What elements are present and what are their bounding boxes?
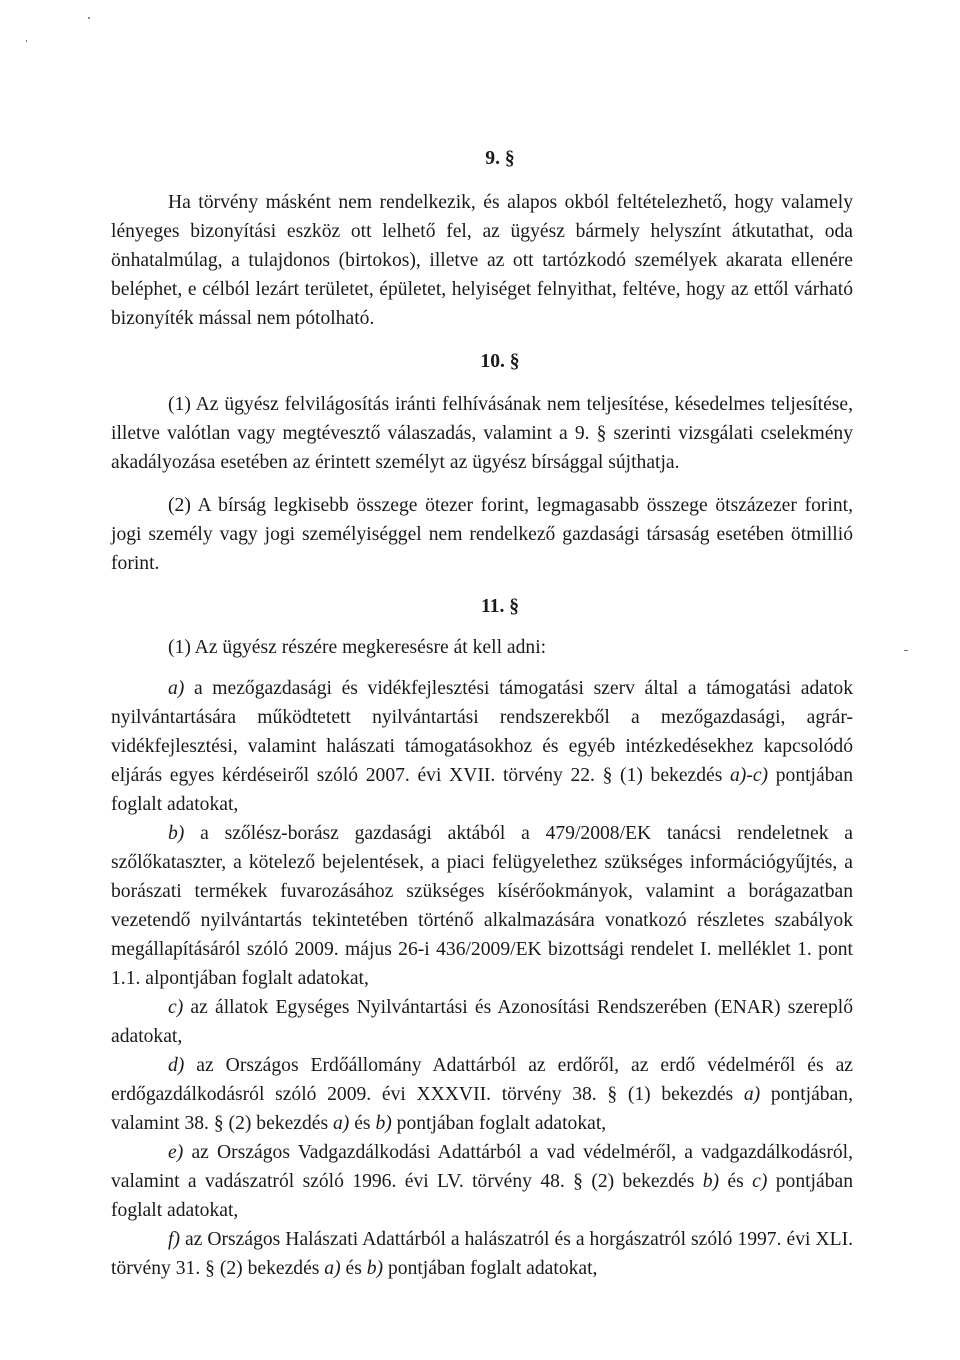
item-reference: c) bbox=[752, 1171, 768, 1192]
document-body bbox=[111, 144, 853, 1283]
item-text: pontjában foglalt adatokat, bbox=[391, 1113, 607, 1134]
item-text: pontjában foglalt adatokat, bbox=[111, 1171, 853, 1221]
item-text: pontjában, valamint 38. § (2) bekezdés bbox=[111, 1084, 853, 1134]
section-11-intro: (1) Az ügyész részére megkeresésre át kell adni: bbox=[168, 637, 547, 658]
section-10-paragraph-2: (2) A bírság legkisebb összege ötezer forint, legmagasabb összege ötszázezer forint, jogi személy vagy jogi személyiséggel nem rendelkező gazdasági társaság esetében ötmillió forint. bbox=[111, 495, 853, 574]
scan-speck bbox=[26, 40, 27, 42]
item-label: d) bbox=[168, 1055, 185, 1076]
item-label: a) bbox=[168, 678, 185, 699]
item-reference: b) bbox=[366, 1258, 384, 1279]
list-item-d bbox=[111, 1051, 853, 1138]
item-reference: a) bbox=[324, 1258, 341, 1279]
section-9-paragraph: Ha törvény másként nem rendelkezik, és alapos okból feltételezhető, hogy valamely lényeges bizonyítási eszköz ott lelhető fel, az ügyész bármely helyszínt átkutathat, oda önhatalmúlag, a tulajdonos (birtokos), illetve az ott tartózkodó személyek akarata ellenére beléphet, e célból lezárt területet, épületet, helyiséget felnyithat, feltéve, hogy az ettől várható bizonyíték mással nem pótolható. bbox=[111, 192, 853, 329]
list-item-f bbox=[111, 1225, 853, 1283]
list-item-a bbox=[111, 674, 853, 819]
list-item-b bbox=[111, 819, 853, 993]
item-label: b) bbox=[168, 823, 185, 844]
item-label: c) bbox=[168, 997, 184, 1018]
section-10-heading: 10. § bbox=[480, 351, 520, 372]
item-text: és bbox=[349, 1113, 376, 1134]
item-text: és bbox=[719, 1171, 753, 1192]
item-text: az állatok Egységes Nyilvántartási és Azonosítási Rendszerében (ENAR) szereplő adatokat, bbox=[111, 997, 853, 1047]
item-reference: a)-c) bbox=[730, 765, 769, 786]
section-9-heading: 9. § bbox=[485, 148, 515, 169]
item-text: és bbox=[340, 1258, 367, 1279]
item-text: az Országos Halászati Adattárból a halászatról és a horgászatról szóló 1997. évi XLI. törvény 31. § (2) bekezdés bbox=[111, 1229, 853, 1279]
item-text: az Országos Vadgazdálkodási Adattárból a vad védelméről, a vadgazdálkodásról, valamint a vadászatról szóló 1996. évi LV. törvény 48. § (2) bekezdés bbox=[111, 1142, 853, 1192]
scan-speck bbox=[88, 17, 90, 19]
item-reference: b) bbox=[702, 1171, 720, 1192]
item-reference: b) bbox=[375, 1113, 392, 1134]
list-item-e bbox=[111, 1138, 853, 1225]
list-item-c bbox=[111, 993, 853, 1051]
item-text: az Országos Erdőállomány Adattárból az erdőről, az erdő védelméről és az erdőgazdálkodásról szóló 2009. évi XXXVII. törvény 38. § (1) bekezdés bbox=[111, 1055, 853, 1105]
item-text: a mezőgazdasági és vidékfejlesztési támogatási szerv által a támogatási adatok nyilvántartására működtetett nyilvántartási rendszerekből a mezőgazdasági, agrár-vidékfejlesztési, valamint halászati támogatásokhoz és egyéb intézkedésekhez kapcsolódó eljárás egyes kérdéseiről szóló 2007. évi XVII. törvény 22. § (1) bekezdés bbox=[111, 678, 853, 786]
item-text: a szőlész-borász gazdasági aktából a 479/2008/EK tanácsi rendeletnek a szőlőkataszter, a kötelező bejelentések, a piaci felügyelethez szükséges információgyűjtés, a borászati termékek fuvarozásához szükséges kísérőokmányok, valamint a borágazatban vezetendő nyilvántartás tekintetében történő alkalmazására vonatkozó részletes szabályok megállapításáról szóló 2009. május 26-i 436/2009/EK bizottsági rendelet I. melléklet 1. pont 1.1. alpontjában foglalt adatokat, bbox=[111, 823, 853, 989]
section-10-paragraph-1: (1) Az ügyész felvilágosítás iránti felhívásának nem teljesítése, késedelmes teljesítése, illetve valótlan vagy megtévesztő válaszadás, valamint a 9. § szerinti vizsgálati cselekmény akadályozása esetében az érintett személyt az ügyész bírsággal sújthatja. bbox=[111, 394, 853, 473]
section-11-heading: 11. § bbox=[480, 596, 520, 617]
item-text: pontjában foglalt adatokat, bbox=[111, 765, 853, 815]
scan-speck bbox=[904, 650, 908, 651]
item-reference: a) bbox=[333, 1113, 350, 1134]
item-reference: a) bbox=[743, 1084, 761, 1105]
item-label: e) bbox=[168, 1142, 184, 1163]
item-text: pontjában foglalt adatokat, bbox=[383, 1258, 598, 1279]
item-label: f) bbox=[168, 1229, 180, 1250]
